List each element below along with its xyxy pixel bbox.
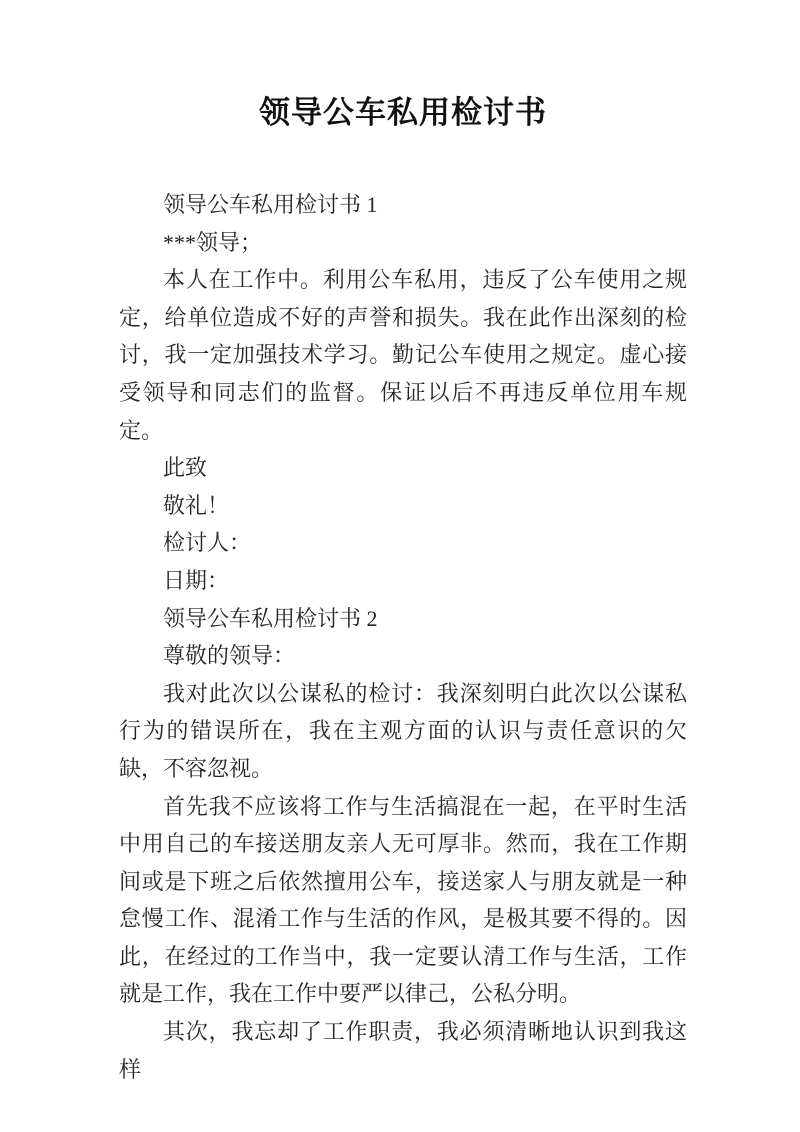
closing-jingli: 敬礼！	[163, 492, 230, 518]
body-paragraph-3: 首先我不应该将工作与生活搞混在一起，在平时生活中用自己的车接送朋友亲人无可厚非。然而，我在工作期间或是下班之后依然擅用公车，接送家人与朋友就是一种怠慢工作、混淆工作与生活的作风，是极其要不得的。因此，在经过的工作当中，我一定要认清工作与生活，工作就是工作，我在工作中要严以律己，公私分明。	[119, 793, 687, 1007]
signature-line: 检讨人：	[163, 530, 252, 556]
body-paragraph-4: 其次，我忘却了工作职责，我必须清晰地认识到我这样	[119, 1019, 687, 1082]
body-paragraph-1: 本人在工作中。利用公车私用，违反了公车使用之规定，给单位造成不好的声誉和损失。我在此作出深刻的检讨，我一定加强技术学习。勤记公车使用之规定。虚心接受领导和同志们的监督。保证以后不再违反单位用车规定。	[119, 267, 687, 443]
salutation-2: 尊敬的领导：	[163, 643, 296, 669]
document-title: 领导公车私用检讨书	[259, 95, 547, 130]
salutation-1: ***领导；	[163, 229, 263, 255]
document-body	[119, 186, 687, 1088]
section-heading-1: 领导公车私用检讨书 1	[163, 192, 378, 217]
body-paragraph-2: 我对此次以公谋私的检讨：我深刻明白此次以公谋私行为的错误所在，我在主观方面的认识与责任意识的欠缺，不容忽视。	[119, 680, 687, 781]
date-line: 日期：	[163, 567, 230, 593]
section-heading-2: 领导公车私用检讨书 2	[163, 605, 378, 631]
closing-cizhi: 此致	[163, 455, 208, 481]
